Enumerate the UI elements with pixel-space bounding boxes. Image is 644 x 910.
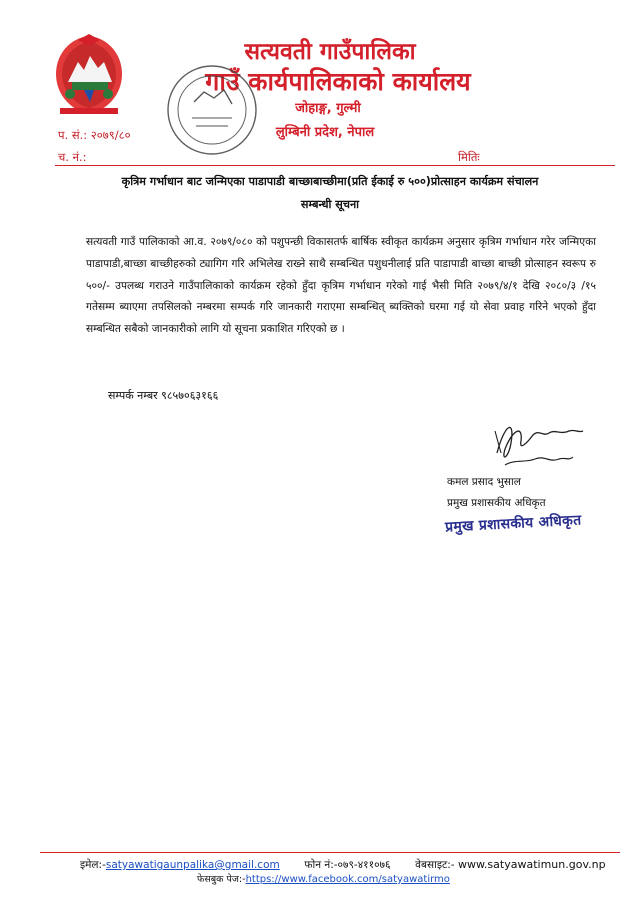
header-divider [55,165,615,166]
signatory-name: कमल प्रसाद भुसाल [447,476,521,488]
handwritten-signature [475,413,595,475]
facebook-label: फेसबुक पेज:- [197,874,246,885]
office-seal-stamp [164,62,260,158]
email-label: इमेल:- [80,859,106,871]
office-subtitle: गाउँ कार्यपालिकाको कार्यालय [205,67,471,96]
office-province: लुम्बिनी प्रदेश, नेपाल [275,125,375,140]
date-label: मितिः [458,150,480,164]
subject-line-1: कृत्रिम गर्भाधान बाट जन्मिएका पाडापाडी बाच्छाबाच्छीमा(प्रति ईकाई रु ५००)प्रोत्साहन कार्यक्रम संचालन [121,175,539,188]
notice-body: सत्यवती गाउँ पालिकाको आ.व. २०७९/०८० को पशुपन्छी विकासतर्फ बार्षिक स्वीकृत कार्यक्रम अनुसार कृत्रिम गर्भाधान गरेर जन्मिएका पाडापाडी,बाच्छा बाच्छीहरुको ट्यागिग गरि अभिलेख राख्ने साथै सम्बन्धित पशुधनीलाई प्रति पाडापाडी बाच्छा बाच्छी प्रोत्साहन स्वरूप रु ५००/- उपलब्ध गराउने गाउँपालिकाको कार्यक्रम रहेको हुँदा कृत्रिम गर्भाधान गरेको गाई भैसी मिति २०७९/४/१ देखि २०८०/३ /१५ गतेसम्म ब्याएमा तपसिलको नम्बरमा सम्पर्क गरि जानकारी गराएमा सम्बन्धित् ब्यक्तिको घरमा गई यो सेवा प्रवाह गरिने भएको हुँदा सम्बन्धित सबैको जानकारीको लागि यो सूचना प्रकाशित गरिएको छ । [86,236,596,336]
contact-number: सम्पर्क नम्बर ९८५७०६३१६६ [108,389,219,402]
email-link[interactable]: satyawatigaunpalika@gmail.com [105,859,280,871]
footer-divider [40,852,620,853]
website-link[interactable]: www.satyawatimun.gov.np [457,858,606,871]
footer-facebook-line [197,872,450,885]
subject-line-2: सम्बन्धी सूचना [300,198,360,211]
office-name: सत्यवती गाउँपालिका [244,39,416,65]
footer-contact-line [80,858,606,872]
office-location: जोहाङ्ग, गुल्मी [295,101,361,116]
signatory-title: प्रमुख प्रशासकीय अधिकृत [447,497,546,509]
phone-text: फोन नं:-०७९-४११०७६ [304,859,391,871]
letter-reference-number: प. सं.: २०७९/८० [58,128,131,142]
facebook-link[interactable]: https://www.facebook.com/satyawatirmo [245,874,450,885]
dispatch-number: च. नं.: [58,150,87,164]
notice-subject [70,170,590,216]
designation-stamp: प्रमुख प्रशासकीय अधिकृत [444,512,582,536]
website-label: वेबसाइट:- [415,859,455,871]
nepal-emblem-logo [50,32,128,118]
